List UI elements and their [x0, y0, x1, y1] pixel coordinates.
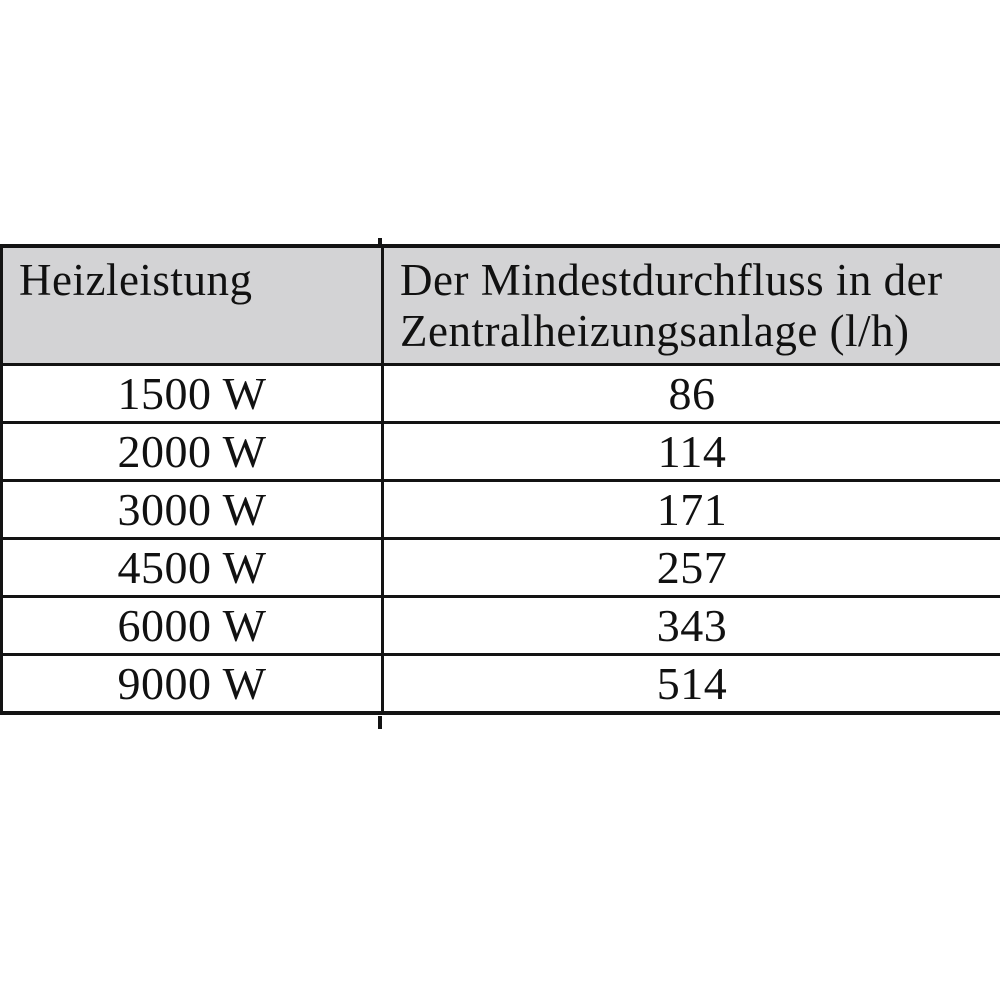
header-heizleistung — [2, 246, 383, 365]
power-cell: 1500 W — [2, 365, 383, 423]
header-mindestdurchfluss — [383, 246, 1000, 365]
power-cell: 6000 W — [2, 597, 383, 655]
power-cell: 3000 W — [2, 481, 383, 539]
table-row — [2, 655, 1000, 714]
header-mindestdurchfluss-line2: Zentralheizungsanlage (l/h) — [400, 306, 910, 356]
column-divider-tick-bottom — [378, 716, 382, 729]
table-row — [2, 539, 1000, 597]
column-divider-tick-top — [378, 238, 382, 246]
flow-cell: 257 — [383, 539, 1000, 597]
table-row — [2, 481, 1000, 539]
table-row — [2, 597, 1000, 655]
header-mindestdurchfluss-line1: Der Mindestdurchfluss in der — [400, 255, 943, 305]
table-row — [2, 423, 1000, 481]
flow-cell: 114 — [383, 423, 1000, 481]
header-row — [2, 246, 1000, 365]
flow-cell: 343 — [383, 597, 1000, 655]
heating-flow-table — [0, 244, 1000, 715]
flow-cell: 514 — [383, 655, 1000, 714]
flow-cell: 171 — [383, 481, 1000, 539]
power-cell: 2000 W — [2, 423, 383, 481]
table-row — [2, 365, 1000, 423]
header-heizleistung-label: Heizleistung — [19, 255, 253, 305]
power-cell: 9000 W — [2, 655, 383, 714]
flow-cell: 86 — [383, 365, 1000, 423]
power-cell: 4500 W — [2, 539, 383, 597]
